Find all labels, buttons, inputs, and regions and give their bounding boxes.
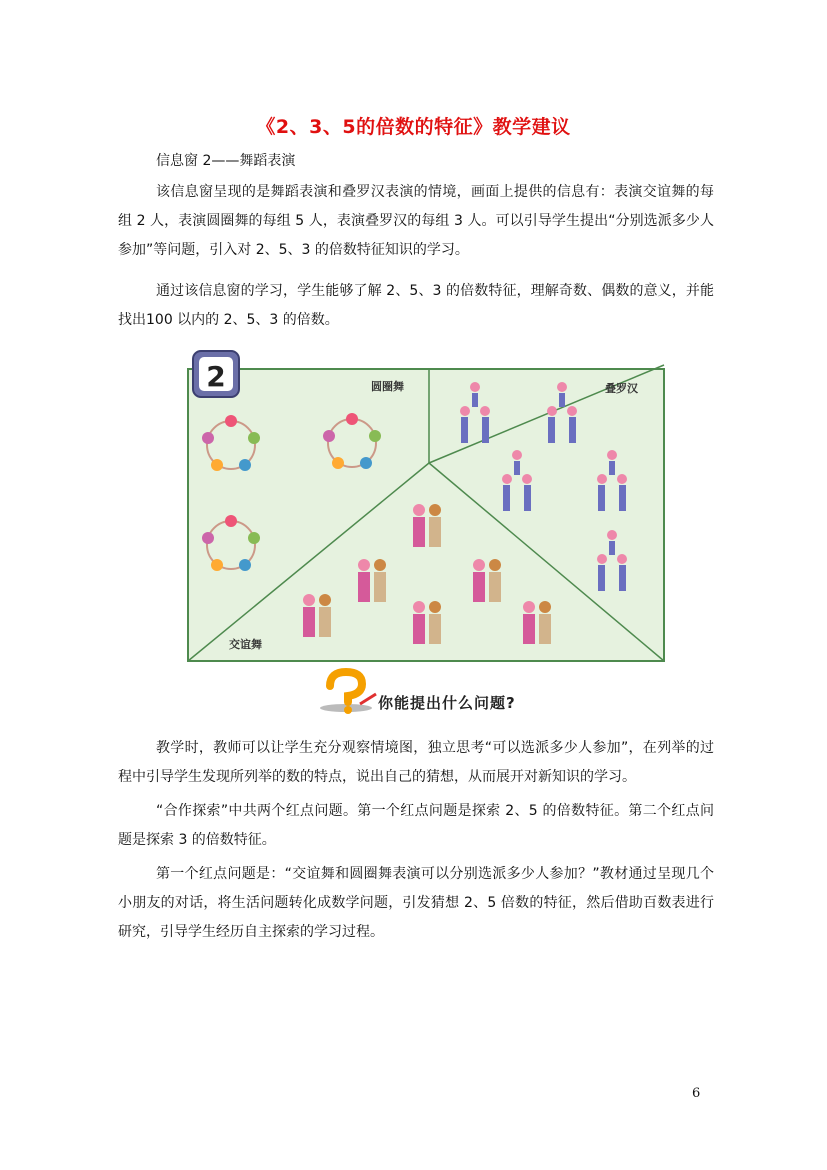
paragraph-5: 第一个红点问题是：“交谊舞和圆圈舞表演可以分别选派多少人参加？”教材通过呈现几个小朋友的对话，将生活问题转化成数学问题，引发猜想 2、5 倍数的特征，然后借助百数表进行研究，引导学生经历自主探索的学习过程。 [118,866,714,940]
label-circle-dance: 圆圈舞 [371,380,404,393]
question-prompt: 你能提出什么问题? [378,694,516,712]
paragraph-1: 该信息窗呈现的是舞蹈表演和叠罗汉表演的情境，画面上提供的信息有：表演交谊舞的每组 2 人，表演圆圈舞的每组 5 人，表演叠罗汉的每组 3 人。可以引导学生提出“分别选派多少人参加”等问题，引入对 2、5、3 的倍数特征知识的学习。 [118,184,714,258]
dance-scene-illustration [187,345,665,663]
paragraph-2: 通过该信息窗的学习，学生能够了解 2、5、3 的倍数特征，理解奇数、偶数的意义，并能找出100 以内的 2、5、3 的倍数。 [118,283,714,328]
label-ballroom: 交谊舞 [229,638,262,651]
page-number: 6 [692,1086,701,1101]
paragraph-4: “合作探索”中共两个红点问题。第一个红点问题是探索 2、5 的倍数特征。第二个红点问题是探索 3 的倍数特征。 [118,803,714,848]
paragraph-3: 教学时，教师可以让学生充分观察情境图，独立思考“可以选派多少人参加”，在列举的过程中引导学生发现所列举的数的特点，说出自己的猜想，从而展开对新知识的学习。 [118,740,714,785]
document-title: 《2、3、5的倍数的特征》教学建议 [256,116,571,138]
section-heading: 信息窗 2——舞蹈表演 [156,153,296,169]
label-acrobatics: 叠罗汉 [605,382,638,395]
window-badge [193,351,239,397]
window-number: 2 [206,360,226,393]
